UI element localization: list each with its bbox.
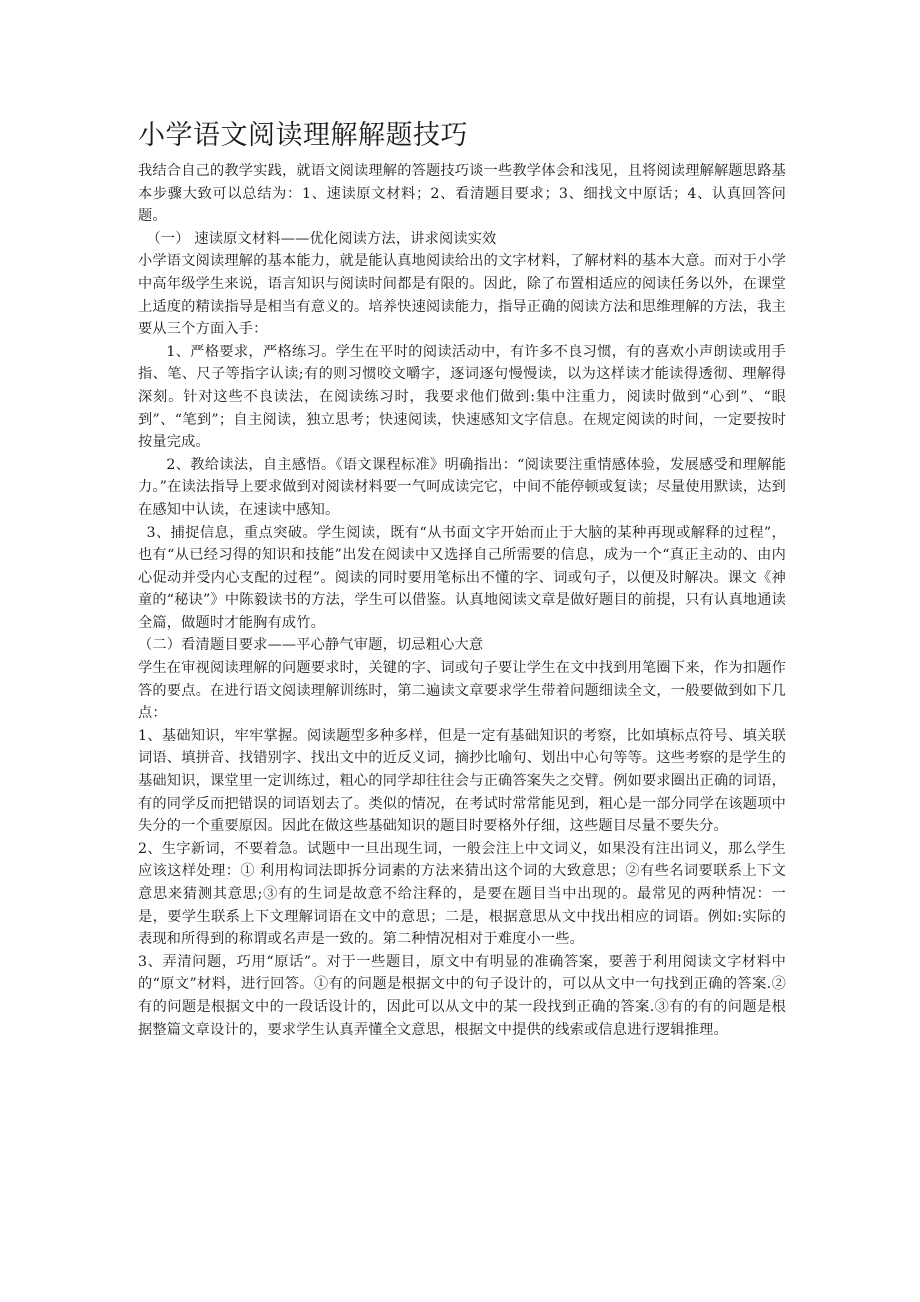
section-heading-1: （一） 速读原文材料——优化阅读方法，讲求阅读实效 xyxy=(146,230,497,247)
section-2-point-2: 2、生字新词，不要着急。试题中一旦出现生词，一般会注上中文词义，如果没有注出词义，那么学生应该这样处理：① 利用构词法即拆分词素的方法来猜出这个词的大致意思；②有些名词要联系上下文意思来猜测其意思;③有的生词是故意不给注释的，是要在题目当中出现的。最常见的两种情况：一是，要学生联系上下文理解词语在文中的意思；二是，根据意思从文中找出相应的词语。例如:实际的表现和所得到的称谓或名声是一致的。第二种情况相对于难度小一些。 xyxy=(138,840,786,948)
section-1-point-3: 3、捕捉信息，重点突破。学生阅读，既有“从书面文字开始而止于大脑的某种再现或解释的过程”，也有“从已经习得的知识和技能”出发在阅读中又选择自己所需要的信息，成为一个“真正主动的、由内心促动并受内心支配的过程”。阅读的同时要用笔标出不懂的字、词或句子，以便及时解决。课文《神童的“秘诀”》中陈毅读书的方法，学生可以借鉴。认真地阅读文章是做好题目的前提，只有认真地通读全篇，做题时才能胸有成竹。 xyxy=(138,524,786,631)
section-2-paragraph: 学生在审视阅读理解的问题要求时，关键的字、词或句子要让学生在文中找到用笔圈下来，作为扣题作答的要点。在进行语文阅读理解训练时，第二遍读文章要求学生带着问题细读全文，一般要做到如下几点： xyxy=(138,660,786,722)
document-title: 小学语文阅读理解解题技巧 xyxy=(138,120,468,151)
document-page xyxy=(138,118,786,1041)
section-heading-2: （二）看清题目要求——平心静气审题，切忌粗心大意 xyxy=(138,637,484,654)
section-1-point-1: 1、严格要求，严格练习。学生在平时的阅读活动中，有许多不良习惯，有的喜欢小声朗读或用手指、笔、尺子等指字认读;有的则习惯咬文嚼字，逐词逐句慢慢读，以为这样读才能读得透彻、理解得深刻。针对这些不良读法，在阅读练习时，我要求他们做到:集中注重力，阅读时做到“心到”、“眼到”、“笔到”；自主阅读，独立思考；快速阅读，快速感知文字信息。在规定阅读的时间，一定要按时按量完成。 xyxy=(138,343,786,451)
section-1-paragraph: 小学语文阅读理解的基本能力，就是能认真地阅读给出的文字材料，了解材料的基本大意。而对于小学中高年级学生来说，语言知识与阅读时间都是有限的。因此，除了布置相适应的阅读任务以外，在课堂上适度的精读指导是相当有意义的。培养快速阅读能力，指导正确的阅读方法和思维理解的方法，我主要从三个方面入手： xyxy=(138,253,786,338)
section-2-point-3: 3、弄清问题，巧用“原话”。对于一些题目，原文中有明显的准确答案，要善于利用阅读文字材料中的“原文”材料，进行回答。①有的问题是根据文中的句子设计的，可以从文中一句找到正确的答案.②有的问题是根据文中的一段话设计的，因此可以从文中的某一段找到正确的答案.③有的有的问题是根据整篇文章设计的，要求学生认真弄懂全文意思，根据文中提供的线索或信息进行逻辑推理。 xyxy=(138,953,786,1038)
section-1-point-2: 2、教给读法，自主感悟。《语文课程标准》明确指出：“阅读要注重情感体验，发展感受和理解能力。”在读法指导上要求做到对阅读材料要一气呵成读完它，中间不能停顿或复读；尽量使用默读，达到在感知中认读，在速读中感知。 xyxy=(138,456,786,518)
section-2-point-1: 1、基础知识，牢牢掌握。阅读题型多种多样，但是一定有基础知识的考察，比如填标点符号、填关联词语、填拼音、找错别字、找出文中的近反义词，摘抄比喻句、划出中心句等等。这些考察的是学生的基础知识，课堂里一定训练过，粗心的同学却往往会与正确答案失之交臂。例如要求圈出正确的词语，有的同学反而把错误的词语划去了。类似的情况，在考试时常常能见到，粗心是一部分同学在该题项中失分的一个重要原因。因此在做这些基础知识的题目时要格外仔细，这些题目尽量不要失分。 xyxy=(138,727,786,835)
intro-paragraph: 我结合自己的教学实践，就语文阅读理解的答题技巧谈一些教学体会和浅见，且将阅读理解解题思路基本步骤大致可以总结为：1、速读原文材料；2、看清题目要求；3、细找文中原话；4、认真回答问题。 xyxy=(138,163,786,225)
